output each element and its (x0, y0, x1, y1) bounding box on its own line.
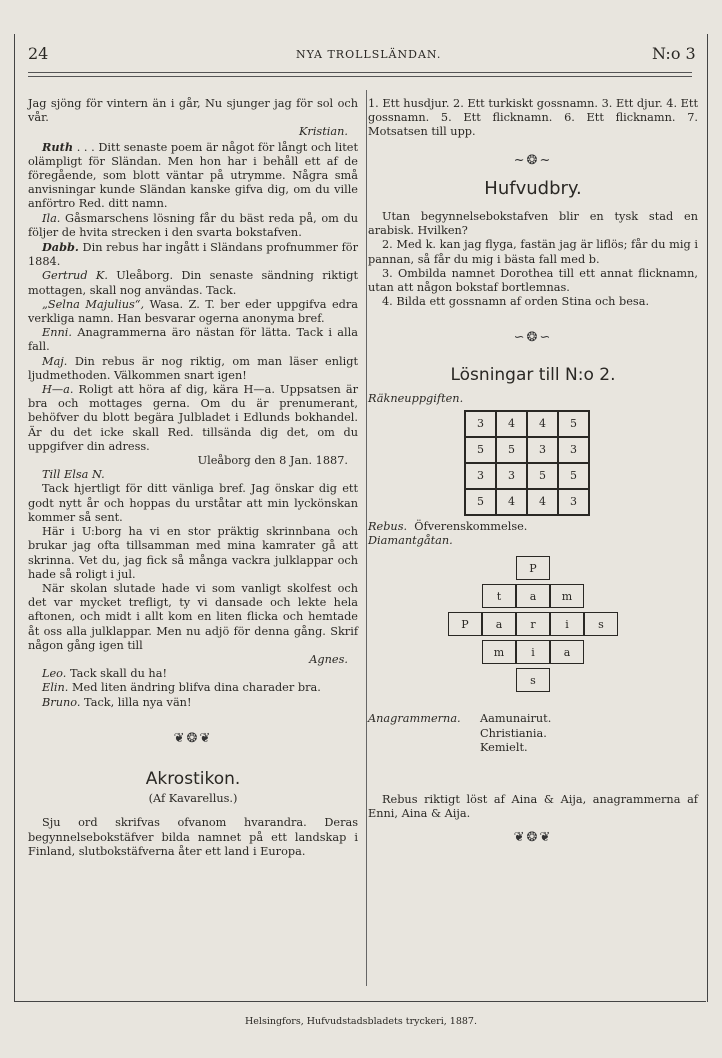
reply-ila: Ila. Gåsmarschens lösning får du bäst reda på, om du följer de hvita strecken i den svarta bokstafven. (28, 211, 359, 239)
losningar-title: Lösningar till N:o 2. (450, 364, 616, 385)
reply-leo: Leo. Tack skall du ha! (42, 667, 167, 681)
letter-paragraph: Här i U:borg ha vi en stor präktig skrinnbana och brukar jag ofta tillsamman med mina kamrater gå att skrinna. Vet du, jag fick så många vackra julklappar och hade så roligt i jul. (28, 525, 358, 581)
printer-imprint: Helsingfors, Hufvudstadsbladets tryckeri, 1887. (245, 1016, 477, 1027)
diamond-puzzle (368, 552, 698, 702)
letter-recipient: Till Elsa N. (42, 468, 105, 482)
page-number: 24 (28, 44, 49, 63)
diamond-cell: i (516, 640, 550, 664)
akrostikon-author: (Af Kavarellus.) (148, 792, 238, 806)
header-rule-2 (28, 76, 692, 77)
intro-poem: Jag sjöng för vintern än i går, Nu sjunger jag för sol och vår. (28, 97, 358, 125)
ornament-icon: ❦❂❦ (513, 830, 553, 846)
reply-ha: H—a. Roligt att höra af dig, kära H—a. Uppsatsen är bra och mottages gerna. Om du är prenumerant, behöfver du blott begära Julbladet i Edlunds bokhandel. Är du det icke skall Red. tillsända dig det, om du uppgifver din adress. (28, 383, 358, 453)
column-divider (366, 90, 367, 986)
diamond-cell: s (584, 612, 618, 636)
diamond-cell: m (482, 640, 516, 664)
diamond-cell: P (448, 612, 482, 636)
puzzle-1: Utan begynnelsebokstafven blir en tysk stad en arabisk. Hvilken? (368, 210, 698, 238)
diamond-cell: P (516, 556, 550, 580)
letter-paragraph: Tack hjertligt för ditt vänliga bref. Jag önskar dig ett godt nytt år och hoppas du urståtar att min lyckönskan kommer så sent. (28, 482, 358, 524)
anagram-answers: Aamunairut. Christiania. Kemielt. (480, 712, 552, 754)
reply-selna: „Selna Majulius“, Wasa. Z. T. ber eder uppgifva edra verkliga namn. Han besvarar ogerna anonyma bref. (28, 297, 359, 326)
solvers-list: Rebus riktigt löst af Aina & Aija, anagrammerna af Enni, Aina & Aija. (368, 793, 698, 821)
diamond-cell: r (516, 612, 550, 636)
header-rule (28, 72, 692, 73)
akrostikon-title: Akrostikon. (145, 768, 241, 789)
ornament-icon: ❦❂❦ (173, 730, 213, 746)
masthead-title: NYA TROLLSLÄNDAN. (296, 48, 442, 61)
anagram-label: Anagrammerna. (368, 712, 461, 726)
left-column (28, 97, 358, 859)
puzzle-3: 3. Ombilda namnet Dorothea till ett annat flicknamn, utan att någon bokstaf bortlemnas. (368, 266, 698, 295)
akrostikon-text: Sju ord skrifvas ofvanom hvarandra. Deras begynnelsebokstäfver bilda namnet på ett landskap i Finland, slutbokstäfverna åter ett land i Europa. (28, 816, 358, 858)
puzzle-4: 4. Bilda ett gossnamn af orden Stina och besa. (382, 295, 650, 309)
reply-elin: Elin. Med liten ändring blifva dina charader bra. (42, 681, 321, 695)
letter-dateline: Uleåborg den 8 Jan. 1887. (197, 454, 348, 468)
diamond-cell: a (482, 612, 516, 636)
diamantgatan-label: Diamantgåtan. (368, 534, 453, 548)
ornament-icon: ∽❂∽ (513, 330, 553, 346)
akrostikon-words: 1. Ett husdjur. 2. Ett turkiskt gossnamn. 3. Ett djur. 4. Ett gossnamn. 5. Ett flicknamn. 6. Ett flicknamn. 7. Motsatsen till upp. (368, 97, 698, 139)
anagram-solutions (368, 712, 698, 755)
rebus-solution: Rebus. Öfverenskommelse. (368, 520, 528, 534)
issue-number: N:o 3 (652, 44, 696, 63)
ornament-icon: ~❂~ (513, 152, 553, 168)
diamond-cell: a (550, 640, 584, 664)
footer-rule (14, 1001, 706, 1002)
diamond-cell: t (482, 584, 516, 608)
letter-paragraph: När skolan slutade hade vi som vanligt skolfest och det var mycket trefligt, ty vi dansade och lekte hela aftonen, och midt i allt kom en liten flicka och hemtade åt oss alla julklappar. Men nu adjö för denna gång. Skrif någon gång igen till (28, 581, 358, 652)
reply-dabb: Dabb. Din rebus har ingått i Sländans profnummer för 1884. (28, 240, 358, 269)
diamond-cell: m (550, 584, 584, 608)
rakneuppgiften-label: Räkneuppgiften. (368, 391, 464, 405)
reply-maj: Maj. Din rebus är nog riktig, om man läser enligt ljudmethoden. Välkommen snart igen! (28, 354, 358, 382)
reply-bruno: Bruno. Tack, lilla nya vän! (42, 695, 192, 709)
diamond-cell: a (516, 584, 550, 608)
letter-signature: Agnes. (309, 652, 348, 666)
diamond-cell: s (516, 668, 550, 692)
reply-enni: Enni. Anagrammerna äro nästan för lätta. Tack i alla fall. (28, 326, 358, 354)
puzzle-2: 2. Med k. kan jag flyga, fastän jag är liflös; får du mig i pannan, så får du mig i bästa fall med b. (368, 238, 698, 266)
hufvudbry-title: Hufvudbry. (484, 177, 582, 199)
reply-gertrud: Gertrud K. Uleåborg. Din senaste sändning riktigt mottagen, skall nog användas. Tack. (28, 269, 358, 297)
number-grid: 3 4 4 5 5 5 3 3 3 3 5 5 5 4 4 3 (464, 410, 590, 516)
diamond-cell: i (550, 612, 584, 636)
reply-ruth: Ruth . . . Ditt senaste poem är något för långt och litet olämpligt för Sländan. Men hon har i behåll ett af de föregående, som blott väntar på utrymme. Några små anvisningar kunde Sländan kanske gifva dig, om du ville anförtro Red. ditt namn. (28, 139, 358, 211)
intro-signature: Kristian. (298, 125, 348, 139)
right-column (368, 97, 698, 854)
